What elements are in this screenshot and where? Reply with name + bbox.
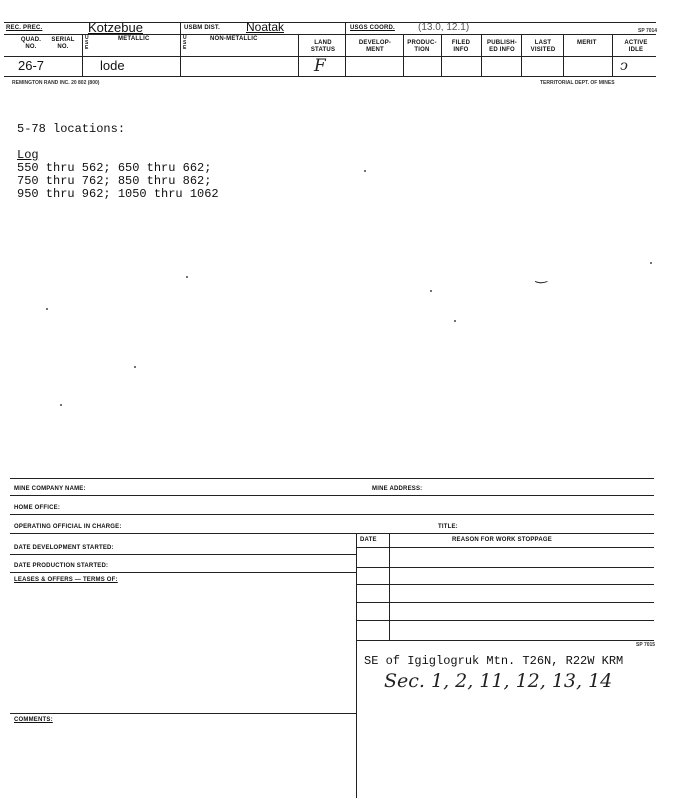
form-code-bottom: SP 7015 [636,642,656,648]
production-label: PRODUC- TION [407,40,437,53]
land-status-label: LAND STATUS [310,40,336,53]
land-status-value: F [314,56,326,76]
non-metallic-label: NON-METALLIC [210,36,258,42]
scan-speck [60,404,62,406]
usbm-dist-value: Noatak [246,20,285,34]
rec-prec-value: Kotzebue [88,20,143,35]
scan-mark: ‿ [536,268,548,284]
development-label: DEVELOP- MENT [358,40,392,53]
scan-speck [364,170,366,172]
serial-no-label: SERIAL NO. [51,37,75,50]
scan-speck [430,290,432,292]
published-info-label: PUBLISH- ED INFO [487,40,517,53]
usbm-dist-label: USBM DIST. [184,25,221,31]
filed-info-label: FILED INFO [451,40,471,53]
quad-no-label: QUAD. NO. [20,37,42,50]
usgs-coord-value: (13.0, 12.1) [418,22,470,33]
operating-official-label: OPERATING OFFICIAL IN CHARGE: [14,524,122,530]
metallic-label: METALLIC [118,36,150,42]
metallic-value: lode [100,58,125,73]
merit-label: MERIT [577,40,597,46]
scan-speck [650,262,652,264]
handwritten-sections: Sec. 1, 2, 11, 12, 13, 14 [384,670,613,692]
scan-speck [134,366,136,368]
use-label-nonmetallic: U S E [183,35,187,51]
active-idle-label: ACTIVE IDLE [624,40,648,53]
last-visited-label: LAST VISITED [530,40,556,53]
mine-address-label: MINE ADDRESS: [372,486,423,492]
form-code-top: SP 7014 [638,28,658,34]
comments-label: COMMENTS: [14,717,53,723]
log-label: Log [17,148,39,162]
log-line-3: 950 thru 962; 1050 thru 1062 [17,187,219,201]
title-label: TITLE: [438,524,458,530]
date-development-label: DATE DEVELOPMENT STARTED: [14,545,114,551]
leases-label: LEASES & OFFERS — TERMS OF: [14,577,118,583]
locations-heading: 5-78 locations: [17,122,126,136]
scan-speck [46,308,48,310]
printer-line: REMINGTON RAND INC. 20 802 (800) [12,80,100,86]
active-idle-mark: ↄ [620,58,628,74]
mine-company-label: MINE COMPANY NAME: [14,486,86,492]
date-production-label: DATE PRODUCTION STARTED: [14,563,109,569]
scan-speck [454,320,456,322]
usgs-coord-label: USGS COORD. [350,25,395,31]
reason-column-label: REASON FOR WORK STOPPAGE [452,537,552,543]
date-column-label: DATE [360,537,377,543]
home-office-label: HOME OFFICE: [14,505,61,511]
location-note: SE of Igiglogruk Mtn. T26N, R22W KRM [364,654,624,668]
log-line-2: 750 thru 762; 850 thru 862; [17,174,212,188]
use-label-metallic: U S E [85,35,89,51]
rec-prec-label: REC. PREC. [6,25,43,31]
scan-speck [186,276,188,278]
log-line-1: 550 thru 562; 650 thru 662; [17,161,212,175]
quad-serial-value: 26-7 [18,58,45,73]
territorial-line: TERRITORIAL DEPT. OF MINES [540,80,615,86]
